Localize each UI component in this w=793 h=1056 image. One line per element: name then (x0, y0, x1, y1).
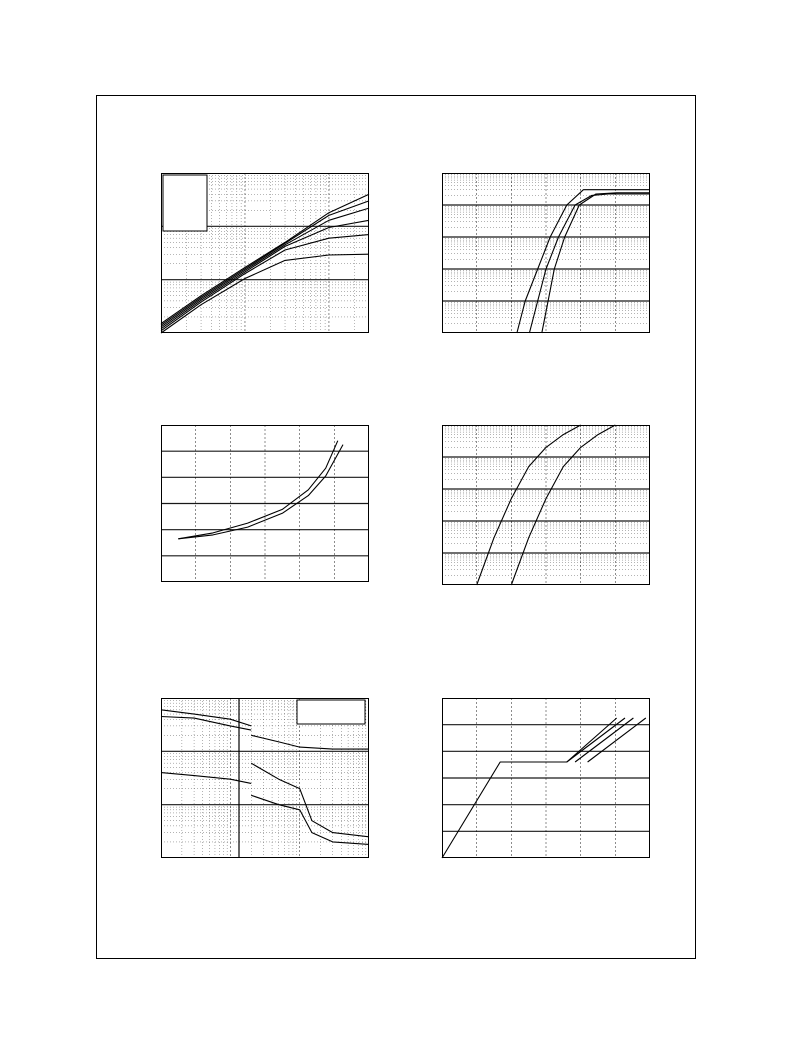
chart-5-series-3 (161, 773, 251, 784)
chart-5-series-6 (251, 795, 369, 844)
chart-1-series-4 (161, 220, 369, 328)
chart-3-series-1 (178, 445, 343, 539)
chart-6-svg (442, 698, 650, 858)
chart-1-series-6 (161, 254, 369, 333)
chart-5 (161, 698, 369, 858)
chart-3-svg (161, 425, 369, 582)
chart-6 (442, 698, 650, 858)
chart-4-svg (442, 425, 650, 585)
chart-1 (161, 173, 369, 333)
chart-5-series-1 (161, 710, 251, 726)
chart-1-series-5 (161, 235, 369, 331)
chart-1-svg (161, 173, 369, 333)
chart-5-series-5 (251, 763, 369, 837)
chart-5-series-4 (251, 735, 369, 749)
chart-6-series-1 (442, 718, 625, 858)
chart-4 (442, 425, 650, 585)
chart-2-series-2 (529, 194, 650, 333)
chart-2-series-1 (517, 190, 650, 333)
chart-4-series-2 (511, 425, 615, 585)
chart-5-legend-box (297, 700, 365, 724)
chart-5-series-2 (161, 717, 251, 731)
chart-1-legend-box (163, 175, 207, 231)
chart-2-series-3 (542, 193, 650, 333)
chart-4-series-1 (477, 425, 581, 585)
chart-2 (442, 173, 650, 333)
chart-3 (161, 425, 369, 582)
chart-2-svg (442, 173, 650, 333)
chart-5-svg (161, 698, 369, 858)
